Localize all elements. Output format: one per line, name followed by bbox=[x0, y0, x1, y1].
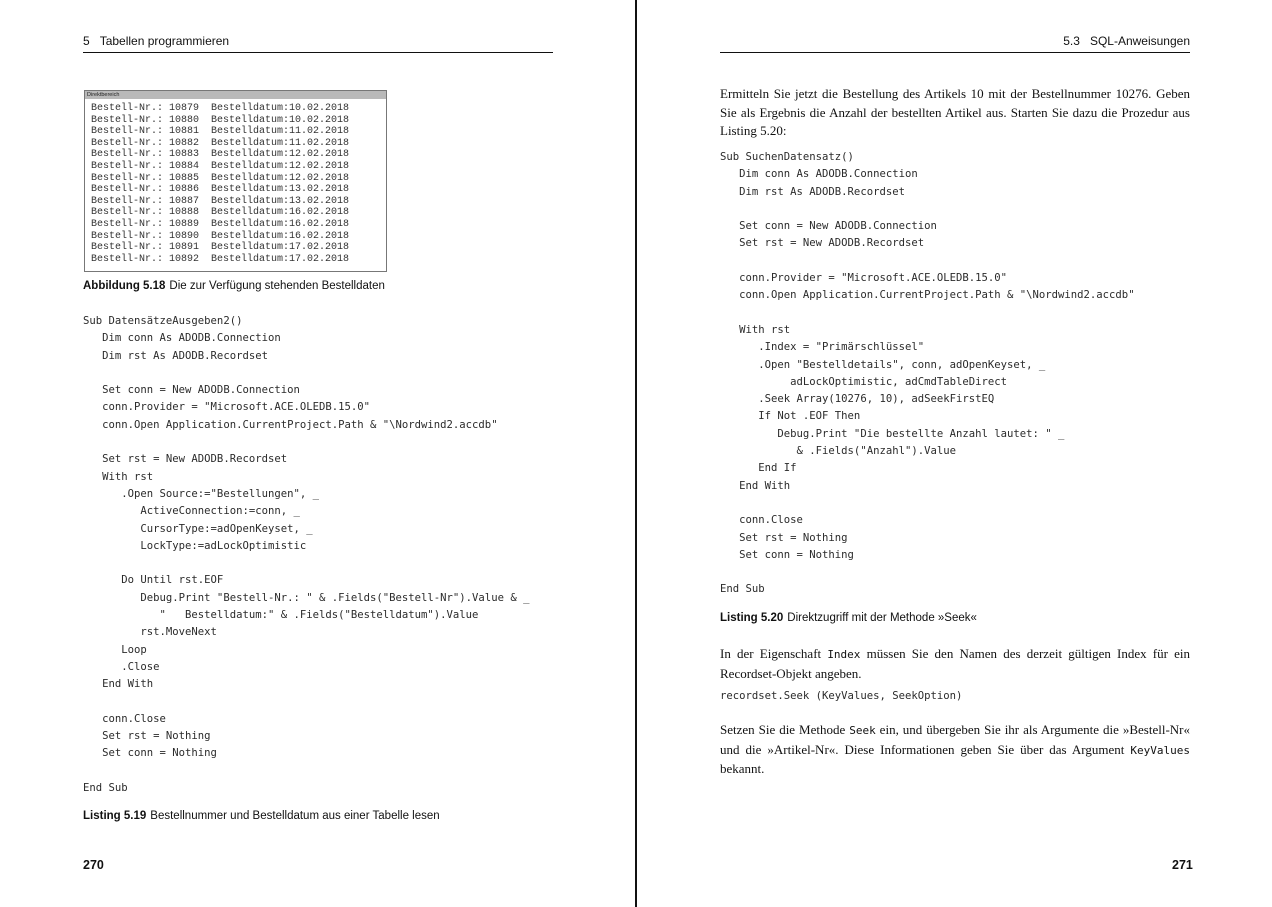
seek-syntax: recordset.Seek (KeyValues, SeekOption) bbox=[720, 690, 963, 702]
code-line: CursorType:=adOpenKeyset, _ bbox=[83, 522, 313, 535]
code-line: Set conn = New ADODB.Connection bbox=[83, 384, 300, 397]
code-line: .Open "Bestelldetails", conn, adOpenKeyset, _ bbox=[720, 358, 1046, 371]
keyvalues-code: KeyValues bbox=[1130, 743, 1190, 757]
code-line bbox=[83, 434, 529, 451]
code-line: Debug.Print "Bestell-Nr.: " & .Fields("Bestell-Nr").Value & _ bbox=[83, 591, 530, 604]
code-line: Do Until rst.EOF bbox=[83, 574, 224, 587]
code-line: conn.Close bbox=[83, 712, 166, 725]
running-header bbox=[83, 33, 553, 49]
code-line: With rst bbox=[83, 470, 154, 483]
running-header bbox=[720, 33, 1190, 49]
output-row: Bestell-Nr.: 10890 Bestelldatum:16.02.2018 bbox=[91, 230, 350, 242]
right-page bbox=[637, 0, 1272, 907]
seek-paragraph bbox=[720, 721, 1190, 779]
code-line: Set rst = Nothing bbox=[720, 531, 848, 544]
code-line: Set conn = New ADODB.Connection bbox=[720, 220, 937, 233]
seek-text-middle: ein, und übergeben Sie ihr als Argumente die »Bestell-Nr« und die »Artikel-Nr«. Diese Informationen geben Sie über das Argument bbox=[720, 722, 1190, 757]
code-line: rst.MoveNext bbox=[83, 626, 217, 639]
listing-caption bbox=[83, 809, 440, 824]
code-line: Set conn = Nothing bbox=[83, 747, 217, 760]
code-line: adLockOptimistic, adCmdTableDirect bbox=[720, 375, 1008, 388]
listing-caption-label: Listing 5.19 bbox=[83, 810, 147, 822]
header-rule bbox=[83, 52, 553, 53]
code-line bbox=[720, 495, 1135, 512]
code-line: If Not .EOF Then bbox=[720, 410, 861, 423]
figure-caption-label: Abbildung 5.18 bbox=[83, 280, 166, 292]
listing-caption-text: Bestellnummer und Bestelldatum aus einer Tabelle lesen bbox=[150, 810, 440, 822]
seek-text-end: bekannt. bbox=[720, 761, 765, 776]
output-row: Bestell-Nr.: 10888 Bestelldatum:16.02.2018 bbox=[91, 207, 350, 219]
code-line: End Sub bbox=[720, 583, 765, 596]
code-line bbox=[83, 763, 529, 780]
section-number: 5.3 bbox=[1063, 34, 1080, 48]
header-rule bbox=[720, 52, 1190, 53]
output-row: Bestell-Nr.: 10879 Bestelldatum:10.02.2018 bbox=[91, 103, 350, 114]
code-line: conn.Open Application.CurrentProject.Path & "\Nordwind2.accdb" bbox=[83, 418, 498, 431]
output-row: Bestell-Nr.: 10882 Bestelldatum:11.02.2018 bbox=[91, 137, 350, 149]
code-line: End Sub bbox=[83, 782, 128, 795]
code-line: Set rst = New ADODB.Recordset bbox=[720, 237, 925, 250]
chapter-number: 5 bbox=[83, 34, 90, 48]
code-line: Dim rst As ADODB.Recordset bbox=[720, 185, 905, 198]
index-paragraph bbox=[720, 645, 1190, 683]
left-page bbox=[0, 0, 635, 907]
window-title-bar: Direktbereich bbox=[85, 91, 386, 99]
code-line: With rst bbox=[720, 323, 791, 336]
output-row: Bestell-Nr.: 10887 Bestelldatum:13.02.2018 bbox=[91, 195, 350, 207]
page-number: 271 bbox=[1172, 858, 1193, 872]
figure-caption-text: Die zur Verfügung stehenden Bestelldaten bbox=[169, 280, 385, 292]
code-line: End With bbox=[83, 678, 154, 691]
code-line: " Bestelldatum:" & .Fields("Bestelldatum").Value bbox=[83, 609, 479, 622]
code-line: Set rst = New ADODB.Recordset bbox=[83, 453, 288, 466]
code-line: Sub DatensätzeAusgeben2() bbox=[83, 315, 243, 327]
code-line: Debug.Print "Die bestellte Anzahl lautet: " _ bbox=[720, 427, 1065, 440]
code-line bbox=[83, 555, 529, 572]
listing-caption-label: Listing 5.20 bbox=[720, 612, 784, 624]
output-rows bbox=[85, 99, 386, 265]
output-row: Bestell-Nr.: 10889 Bestelldatum:16.02.2018 bbox=[91, 218, 350, 230]
intro-paragraph: Ermitteln Sie jetzt die Bestellung des Artikels 10 mit der Bestellnummer 10276. Geben Sie als Ergebnis die Anzahl der bestellten Artikel aus. Starten Sie dazu die Prozedur aus Listing 5.20: bbox=[720, 86, 1190, 138]
chapter-title: Tabellen programmieren bbox=[99, 34, 230, 48]
listing-caption-text: Direktzugriff mit der Methode »Seek« bbox=[787, 612, 977, 624]
code-line: Loop bbox=[83, 643, 147, 656]
code-line: .Open Source:="Bestellungen", _ bbox=[83, 487, 319, 500]
index-text-end: müssen Sie den Namen des derzeit gültigen Index für ein Recordset-Objekt angeben. bbox=[720, 646, 1191, 681]
code-line: & .Fields("Anzahl").Value bbox=[720, 445, 956, 458]
code-line: .Close bbox=[83, 660, 160, 673]
code-line bbox=[720, 253, 1135, 270]
code-line bbox=[83, 365, 529, 382]
index-text-start: In der Eigenschaft bbox=[720, 646, 828, 661]
figure-caption bbox=[83, 279, 385, 294]
code-line: Set rst = Nothing bbox=[83, 730, 211, 743]
code-line: conn.Provider = "Microsoft.ACE.OLEDB.15.0" bbox=[83, 401, 371, 414]
output-row: Bestell-Nr.: 10892 Bestelldatum:17.02.2018 bbox=[91, 253, 350, 265]
code-line: .Seek Array(10276, 10), adSeekFirstEQ bbox=[720, 393, 995, 406]
code-line bbox=[83, 694, 529, 711]
code-line: ActiveConnection:=conn, _ bbox=[83, 505, 300, 518]
code-line: conn.Open Application.CurrentProject.Path & "\Nordwind2.accdb" bbox=[720, 289, 1135, 302]
code-line: LockType:=adLockOptimistic bbox=[83, 539, 307, 552]
code-line: .Index = "Primärschlüssel" bbox=[720, 341, 925, 354]
output-row: Bestell-Nr.: 10883 Bestelldatum:12.02.2018 bbox=[91, 149, 350, 161]
code-line: Dim rst As ADODB.Recordset bbox=[83, 349, 268, 362]
output-row: Bestell-Nr.: 10885 Bestelldatum:12.02.2018 bbox=[91, 172, 350, 184]
output-row: Bestell-Nr.: 10886 Bestelldatum:13.02.2018 bbox=[91, 184, 350, 196]
code-line: End If bbox=[720, 462, 797, 475]
code-listing-5-19 bbox=[83, 313, 529, 797]
listing-caption bbox=[720, 611, 977, 626]
code-line: Dim conn As ADODB.Connection bbox=[720, 168, 918, 181]
section-title: SQL-Anweisungen bbox=[1089, 34, 1190, 48]
code-line: conn.Close bbox=[720, 514, 803, 527]
code-line: End With bbox=[720, 479, 791, 492]
output-row: Bestell-Nr.: 10881 Bestelldatum:11.02.2018 bbox=[91, 126, 350, 138]
code-line bbox=[720, 564, 1135, 581]
index-code: Index bbox=[827, 648, 861, 661]
code-line: Set conn = Nothing bbox=[720, 548, 854, 561]
code-line: conn.Provider = "Microsoft.ACE.OLEDB.15.0" bbox=[720, 272, 1008, 285]
code-line bbox=[720, 305, 1135, 322]
code-listing-5-20 bbox=[720, 149, 1135, 599]
seek-code: Seek bbox=[849, 724, 876, 737]
code-line: Sub SuchenDatensatz() bbox=[720, 151, 854, 163]
page-number: 270 bbox=[83, 858, 104, 872]
code-line bbox=[720, 201, 1135, 218]
output-row: Bestell-Nr.: 10891 Bestelldatum:17.02.2018 bbox=[91, 242, 350, 254]
output-row: Bestell-Nr.: 10880 Bestelldatum:10.02.2018 bbox=[91, 114, 350, 126]
immediate-window-screenshot bbox=[84, 90, 387, 272]
output-row: Bestell-Nr.: 10884 Bestelldatum:12.02.2018 bbox=[91, 160, 350, 172]
seek-text-start: Setzen Sie die Methode bbox=[720, 722, 850, 737]
code-line: Dim conn As ADODB.Connection bbox=[83, 332, 281, 345]
